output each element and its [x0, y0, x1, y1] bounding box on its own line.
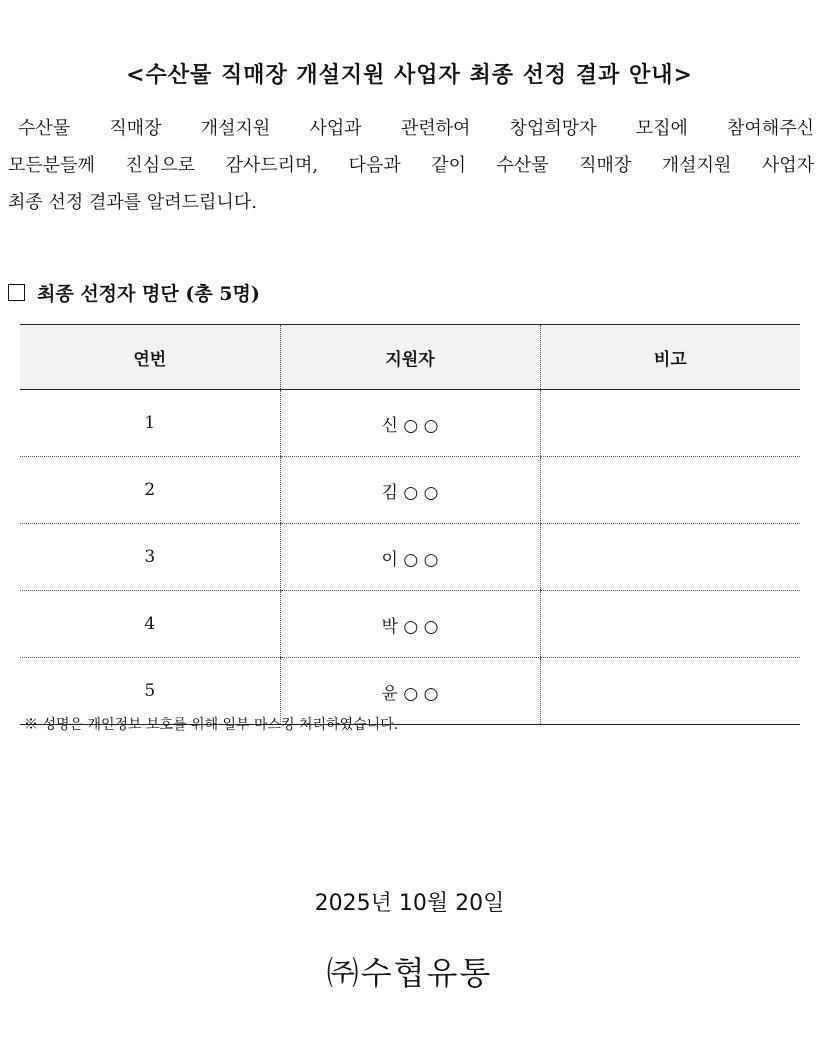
masking-note: ※ 성명은 개인정보 보호를 위해 일부 마스킹 처리하였습니다.: [24, 717, 399, 733]
intro-line: 최종 선정 결과를 알려드립니다.: [8, 192, 257, 213]
cell-applicant: 박 ○ ○: [280, 591, 540, 658]
page-title: <수산물 직매장 개설지원 사업자 최종 선정 결과 안내>: [126, 62, 693, 88]
table-header-row: [20, 325, 800, 390]
cell-applicant: 신 ○ ○: [280, 390, 540, 457]
intro-line: 모든분들께 진심으로 감사드리며, 다음과 같이 수산물 직매장 개설지원 사업자: [8, 155, 814, 176]
intro-paragraph: [8, 110, 814, 221]
cell-number: 5: [20, 658, 280, 725]
column-header-remarks: 비고: [540, 325, 800, 390]
cell-applicant: 이 ○ ○: [280, 524, 540, 591]
square-bullet-icon: [8, 284, 25, 301]
cell-applicant: 윤 ○ ○: [280, 658, 540, 725]
cell-number: 1: [20, 390, 280, 457]
section-heading-text: 최종 선정자 명단 (총 5명): [37, 283, 260, 305]
cell-number: 3: [20, 524, 280, 591]
cell-remarks: [540, 524, 800, 591]
cell-remarks: [540, 658, 800, 725]
cell-number: 2: [20, 457, 280, 524]
section-heading: [8, 279, 260, 306]
cell-remarks: [540, 390, 800, 457]
intro-line: 수산물 직매장 개설지원 사업과 관련하여 창업희망자 모집에 참여해주신: [18, 118, 814, 139]
selection-table: [20, 324, 800, 725]
table-row: [20, 591, 800, 658]
cell-applicant: 김 ○ ○: [280, 457, 540, 524]
table-row: [20, 524, 800, 591]
column-header-applicant: 지원자: [280, 325, 540, 390]
cell-number: 4: [20, 591, 280, 658]
table-row: [20, 457, 800, 524]
cell-remarks: [540, 591, 800, 658]
table-row: [20, 390, 800, 457]
organization-name: ㈜수협유통: [326, 954, 493, 992]
issue-date: 2025년 10월 20일: [314, 891, 505, 916]
cell-remarks: [540, 457, 800, 524]
column-header-number: 연번: [20, 325, 280, 390]
